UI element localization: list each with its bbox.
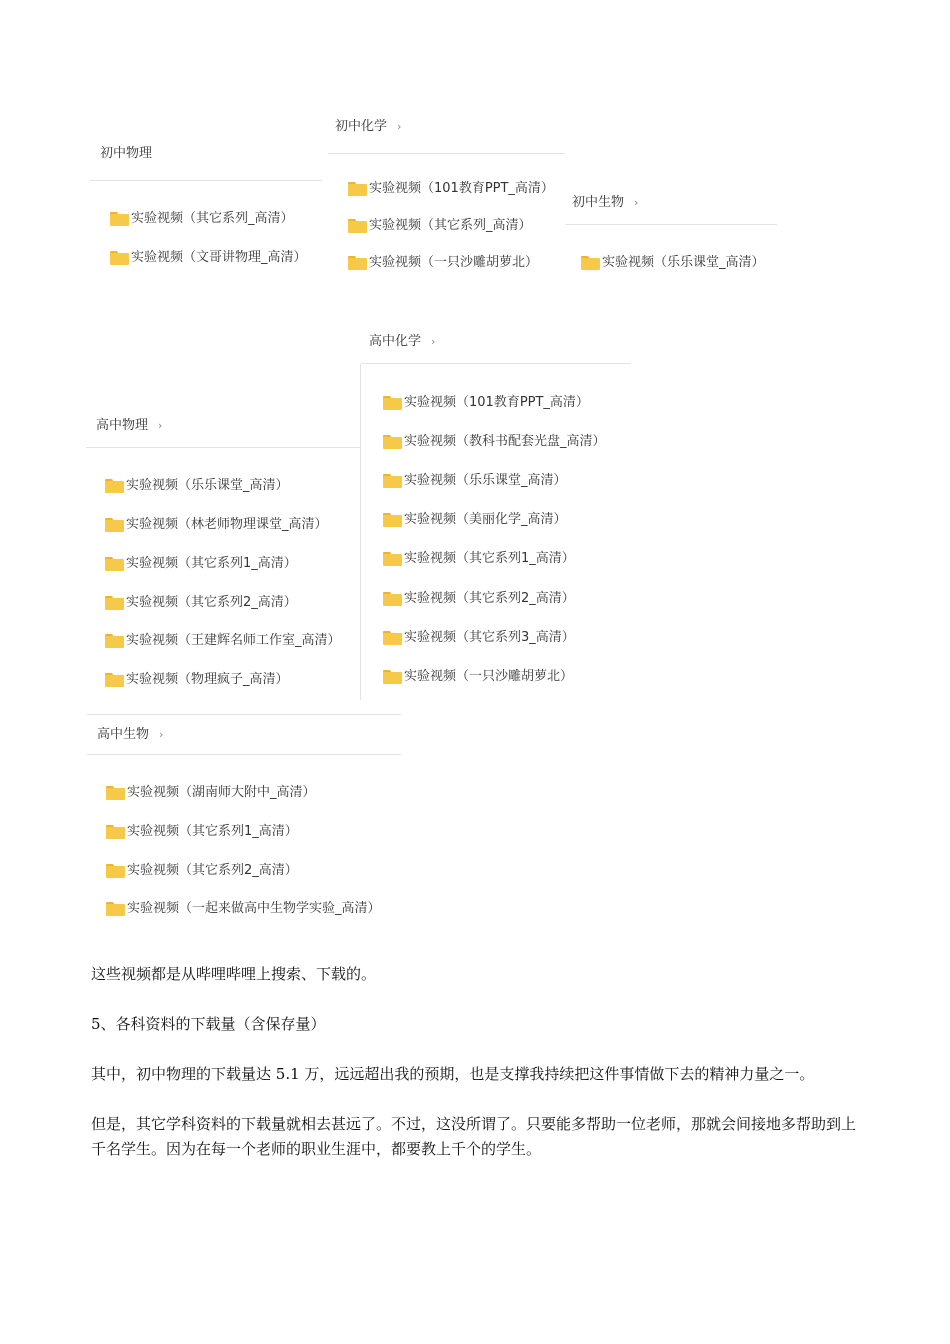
- folder-label: 实验视频（101教育PPT_高清）: [369, 181, 554, 196]
- panel-senior-chemistry: [361, 316, 631, 704]
- section-heading-downloads: 5、各科资料的下载量（含保存量）: [91, 1015, 326, 1033]
- folder-icon: [105, 673, 124, 687]
- panel-header: [361, 316, 631, 364]
- panel-divider: [360, 364, 361, 700]
- panel-header: [328, 101, 565, 154]
- panel-title: [335, 101, 401, 153]
- paragraph-source-note: 这些视频都是从哔哩哔哩上搜索、下载的。: [91, 965, 377, 983]
- folder-icon: [383, 396, 402, 410]
- panel-header: [86, 400, 360, 448]
- panel-header: [90, 128, 322, 181]
- folder-icon: [105, 634, 124, 648]
- panel-title: [572, 178, 638, 228]
- chevron-right-icon[interactable]: ›: [397, 120, 402, 133]
- folder-label: 实验视频（其它系列1_高清）: [404, 551, 575, 566]
- folder-label: 实验视频（其它系列3_高清）: [404, 630, 575, 645]
- folder-icon: [581, 256, 600, 270]
- panel-title-text: 初中生物: [572, 195, 625, 210]
- folder-label: 实验视频（乐乐课堂_高清）: [602, 255, 765, 270]
- folder-icon: [383, 670, 402, 684]
- folder-icon: [348, 182, 367, 196]
- paragraph-other-subjects: 但是，其它学科资料的下载量就相去甚远了。不过，这没所谓了。只要能多帮助一位老师，那就会间接地多帮助到上千名学生。因为在每一个老师的职业生涯中，都要教上千个的学生。: [91, 1115, 857, 1158]
- panel-title: [96, 400, 162, 452]
- panel-senior-physics: [86, 400, 360, 700]
- folder-label: 实验视频（文哥讲物理_高清）: [131, 250, 307, 265]
- chevron-right-icon[interactable]: ›: [634, 196, 639, 209]
- panel-header: [87, 715, 401, 755]
- folder-icon: [383, 435, 402, 449]
- panel-title-text: 高中物理: [96, 418, 149, 433]
- folder-label: 实验视频（湖南师大附中_高清）: [127, 785, 316, 800]
- panel-title: [97, 715, 163, 754]
- folder-label: 实验视频（乐乐课堂_高清）: [126, 478, 289, 493]
- folder-icon: [383, 474, 402, 488]
- folder-icon: [106, 902, 125, 916]
- chevron-right-icon[interactable]: ›: [158, 419, 163, 432]
- folder-label: 实验视频（一只沙雕胡萝北）: [369, 255, 539, 270]
- panel-title-text: 高中生物: [97, 727, 150, 742]
- folder-label: 实验视频（美丽化学_高清）: [404, 512, 567, 527]
- folder-label: 实验视频（其它系列1_高清）: [127, 824, 298, 839]
- folder-label: 实验视频（教科书配套光盘_高清）: [404, 434, 606, 449]
- panel-junior-physics: [90, 128, 322, 278]
- folder-icon: [106, 864, 125, 878]
- folder-icon: [110, 251, 129, 265]
- chevron-right-icon[interactable]: ›: [159, 728, 164, 741]
- folder-label: 实验视频（一起来做高中生物学实验_高清）: [127, 901, 381, 916]
- panel-junior-chemistry: [328, 101, 565, 281]
- folder-icon: [348, 219, 367, 233]
- folder-label: 实验视频（其它系列2_高清）: [404, 591, 575, 606]
- folder-label: 实验视频（其它系列2_高清）: [127, 863, 298, 878]
- folder-icon: [105, 518, 124, 532]
- panel-title-text: 高中化学: [369, 334, 422, 349]
- panel-junior-biology: [565, 178, 777, 278]
- folder-label: 实验视频（一只沙雕胡萝北）: [404, 669, 574, 684]
- paragraph-junior-physics-downloads: 其中，初中物理的下载量达 5.1 万，远远超出我的预期，也是支撑我持续把这件事情做下去的精神力量之一。: [91, 1065, 815, 1083]
- folder-label: 实验视频（其它系列_高清）: [131, 211, 294, 226]
- folder-label: 实验视频（101教育PPT_高清）: [404, 395, 589, 410]
- folder-label: 实验视频（其它系列1_高清）: [126, 556, 297, 571]
- folder-icon: [348, 256, 367, 270]
- folder-label: 实验视频（乐乐课堂_高清）: [404, 473, 567, 488]
- folder-icon: [105, 557, 124, 571]
- panel-title: [369, 316, 435, 368]
- panel-title-text: 初中化学: [335, 119, 388, 134]
- folder-icon: [106, 825, 125, 839]
- folder-icon: [383, 513, 402, 527]
- folder-label: 实验视频（其它系列2_高清）: [126, 595, 297, 610]
- folder-icon: [383, 592, 402, 606]
- folder-label: 实验视频（王建辉名师工作室_高清）: [126, 633, 341, 648]
- folder-icon: [106, 786, 125, 800]
- folder-label: 实验视频（物理疯子_高清）: [126, 672, 289, 687]
- folder-label: 实验视频（其它系列_高清）: [369, 218, 532, 233]
- folder-icon: [110, 212, 129, 226]
- panel-title: 初中物理: [100, 146, 153, 161]
- panel-senior-biology: [87, 714, 401, 927]
- folder-icon: [383, 631, 402, 645]
- folder-label: 实验视频（林老师物理课堂_高清）: [126, 517, 328, 532]
- panel-header: [565, 178, 777, 225]
- chevron-right-icon[interactable]: ›: [431, 335, 436, 348]
- folder-icon: [105, 596, 124, 610]
- folder-icon: [383, 552, 402, 566]
- folder-icon: [105, 479, 124, 493]
